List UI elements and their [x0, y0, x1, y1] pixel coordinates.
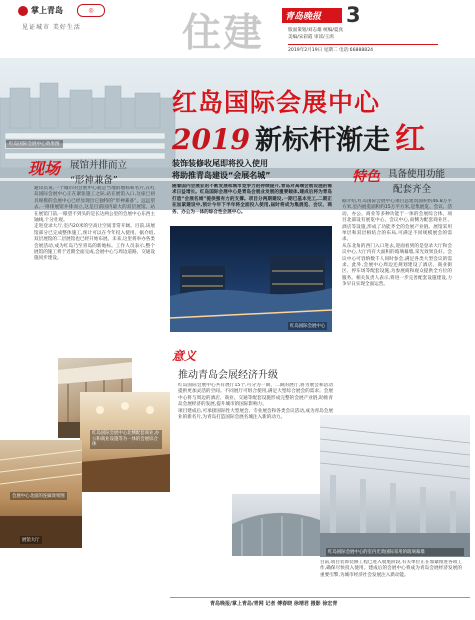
lobby-bottom-caption: 展馆大厅: [22, 538, 40, 543]
night-photo: [170, 226, 332, 332]
sec3-title-1: 具备使用功能: [388, 169, 446, 180]
interior-photo: [320, 415, 470, 557]
interior-caption: 红岛国际会展中心的室内光效国际采用的玻璃幕墙: [326, 548, 464, 556]
section-title: 住建: [182, 10, 265, 56]
night-caption: 红岛国际会展中心: [290, 324, 326, 329]
editors-line: 版面策划/刘志雄 统编/夏真: [288, 28, 344, 33]
byline-divider: [170, 597, 470, 598]
exterior-rendering: [232, 494, 320, 556]
interior-rendering: [320, 415, 470, 557]
sec3-body: 据介绍,红岛国际会展中心项目总建筑面积约46.8万平方米,室内展览面积约15万平方米,是集展览、会议、活动、办公、商业等多种功能于一体的会展综合体。项目北部设有展览中心、会议中心,南侧为配套商业区、酒店等设施,形成了功能齐全的会展产业链。展馆采用单层和双层相结合的布局,可满足不同规模展会的需求。 从东北角的西门入口进去,迎面看到的是登录大厅和会议中心,大厅内有大面积的玻璃幕墙,采光效果良好。会议中心可容纳数千人同时参会,满足各类大型会议的需求。此外,会展中心周边还规划建设了酒店、商业街区、停车场等配套设施,为参展商和观众提供全方位的服务。相关负责人表示,将进一步完善配套设施建设,力争早日实现全面运营。: [342, 199, 452, 288]
sec1-title-1: 展馆并排而立: [70, 160, 128, 171]
qingwang-logo-icon: ◎: [77, 4, 105, 17]
byline: 青岛晚报/掌上青岛/青网 记者 傅春晓 徐靖君 摄影 徐宏青: [210, 601, 338, 607]
sec4-body: 红岛国际会展中心共有展厅15个,可分为一期、二期的展厅,将为展会和活动提供更加灵活的空间。不同展厅可组合使用,满足大型综合展会的需求。会展中心将与周边的酒店、商业、交通等配套设施形成完整的会展产业链,助推青岛会展经济的发展,提升城市的国际影响力。 项目建成后,可承接国际性大型展会、专业展会和各类会议活动,成为青岛会展业的新名片,为青岛打造国际会展名城注入新的动力。: [178, 383, 333, 421]
sec1-tag: 现场: [28, 159, 61, 178]
masthead: [0, 0, 475, 62]
sec1-title-2: “形神兼备”: [70, 175, 118, 186]
sec1-body: 通讯员说,一个城市的会展中心就是当地的地标和名片,在红岛国际会展中心正在紧张施工之际,站在展馆入口,这座已初具规模的会展中心已经显现出它独特的“形神兼备”。远远望去,一排排展馆并排而立,这是目前国内最大的双层展馆。站在展馆门前,一眼望不到头的是长达两公里的会展中心东西主轴线,十分壮观。 走进登录大厅,室内20米的空高让空间非常开阔。目前,该展馆部分已完成整体施工,预计可以在今年投入使用。据介绍,双层展馆的二层展馆也已经开始布展。未来,这里将举办各类会展活动,成为红岛乃至青岛的新地标。工作人员表示,整个展馆的施工将于近期全面完成,会展中心与周边道路、交通设施同步建设。: [34, 186, 155, 262]
logo-text: 掌上青岛: [31, 6, 63, 15]
sec4-body-2: 目前,项目装饰装修工程已进入收尾阶段,有关单位正在加紧推进各项工作,确保尽快投入使用。建成后的会展中心将成为青岛会展经济发展的重要引擎,为城市经济社会发展注入新动能。: [320, 560, 462, 578]
logo-circle-icon: [18, 6, 28, 16]
aerial-caption: 红岛国际会展中心效果图: [6, 140, 63, 148]
sec2-body: 随着国内会展业的不断发展和城市竞争力的持续提升,青岛对高端会展设施的需求日益增长。红岛国际会展中心是青岛会展业发展的重要载体,建成后将为青岛打造“会展名城”提供强有力的支撑。项目分两期建设,一期已基本完工,二期正在加紧建设中,预计今年下半年将全面投入使用,届时将成为集展览、会议、商务、办公为一体的综合性会展中心。: [172, 184, 332, 215]
sec3-tag: 特色: [352, 169, 380, 185]
headline-sub-black: 新标杆渐走: [255, 125, 391, 156]
exterior-photo: [232, 494, 320, 556]
slogan: 见证城市 美好生活: [22, 24, 81, 31]
date-line: 2019年2月19日 星期二 电话:66888824: [288, 48, 374, 53]
page-number: 3: [346, 3, 361, 27]
lobby-caption: 红岛国际会展中心北侧配套商业,办公和商业设施等为一体的会展综合体: [90, 430, 162, 449]
headline-sub: [172, 114, 425, 158]
sec2-title-2: 将助推青岛建设“会展名城”: [172, 171, 271, 180]
sec2-title-1: 装饰装修收尾即将投入使用: [172, 159, 268, 168]
night-building-rendering: [170, 226, 332, 332]
headline-main: 红岛国际会展中心: [172, 88, 381, 117]
corridor-caption: 会展中心北面的连廊效果图: [12, 494, 65, 499]
sec3-title-2: 配套齐全: [393, 184, 432, 195]
masthead-divider: [288, 44, 438, 45]
paper-name: 青岛晚报: [285, 12, 322, 22]
headline-year: 2019: [172, 123, 250, 156]
sec4-title: 推动青岛会展经济升级: [178, 370, 278, 381]
headline-sub-red: 红: [395, 122, 426, 157]
sec4-tag: 意义: [172, 349, 197, 363]
designers-line: 美编/宋彩霞 审读/王鸿: [288, 35, 334, 40]
